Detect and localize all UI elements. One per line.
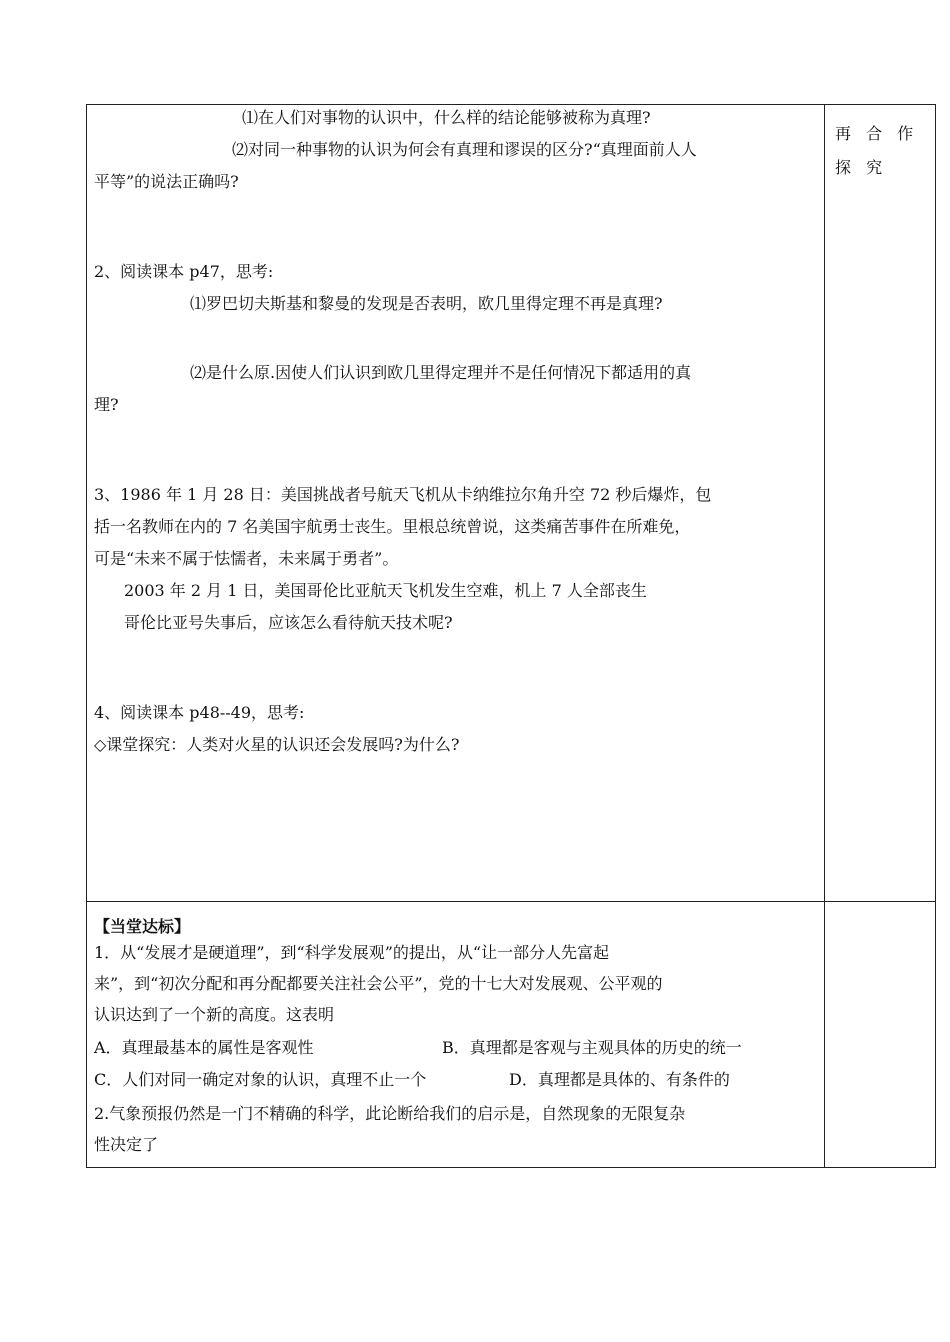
question-3-line4: 2003 年 2 月 1 日，美国哥伦比亚航天飞机发生空难，机上 7 人全部丧生 — [124, 581, 647, 600]
question-1-2-line2: 平等”的说法正确吗? — [94, 172, 239, 191]
problem-2-line1: 2.气象预报仍然是一门不精确的科学，此论断给我们的启示是，自然现象的无限复杂 — [94, 1104, 686, 1123]
question-2-title: 2、阅读课本 p47，思考: — [94, 262, 274, 281]
problem-1-line1: 1．从“发展才是硬道理”，到“科学发展观”的提出，从“让一部分人先富起 — [94, 943, 610, 962]
question-3-line2: 括一名教师在内的 7 名美国宇航勇士丧生。里根总统曾说，这类痛苦事件在所难免， — [94, 517, 691, 536]
option-d: D．真理都是具体的、有条件的 — [509, 1070, 730, 1089]
option-c: C．人们对同一确定对象的认识，真理不止一个 — [94, 1070, 427, 1089]
question-2-1: ⑴罗巴切夫斯基和黎曼的发现是否表明，欧几里得定理不再是真理? — [190, 294, 663, 313]
question-4-title: 4、阅读课本 p48--49，思考: — [94, 703, 305, 722]
question-2-2-line2: 理? — [94, 395, 119, 414]
question-1-1: ⑴在人们对事物的认识中，什么样的结论能够被称为真理? — [242, 108, 651, 127]
worksheet-table — [86, 104, 936, 1168]
row-divider — [87, 901, 935, 902]
option-a: A．真理最基本的属性是客观性 — [94, 1038, 314, 1057]
option-b: B．真理都是客观与主观具体的历史的统一 — [442, 1038, 742, 1057]
faint-watermark — [735, 842, 827, 862]
question-1-2-line1: ⑵对同一种事物的认识为何会有真理和谬误的区分?“真理面前人人 — [232, 140, 697, 159]
question-2-2-line1: ⑵是什么原.因使人们认识到欧几里得定理并不是任何情况下都适用的真 — [190, 363, 692, 382]
problem-2-line2: 性决定了 — [94, 1135, 159, 1154]
question-3-line1: 3、1986 年 1 月 28 日：美国挑战者号航天飞机从卡纳维拉尔角升空 72 秒后爆炸，包 — [94, 485, 712, 504]
side-label: 再 合 作 探 究 — [835, 124, 919, 177]
question-3-line3: 可是“未来不属于怯懦者，未来属于勇者”。 — [94, 549, 399, 568]
problem-1-line3: 认识达到了一个新的高度。这表明 — [94, 1005, 335, 1024]
question-3-line5: 哥伦比亚号失事后，应该怎么看待航天技术呢? — [124, 613, 453, 632]
question-4-1: ◇课堂探究：人类对火星的认识还会发展吗?为什么? — [94, 735, 460, 754]
section-heading: 【当堂达标】 — [94, 917, 191, 936]
problem-1-line2: 来”，到“初次分配和再分配都要关注社会公平”，党的十七大对发展观、公平观的 — [94, 974, 663, 993]
column-divider — [824, 105, 825, 1167]
